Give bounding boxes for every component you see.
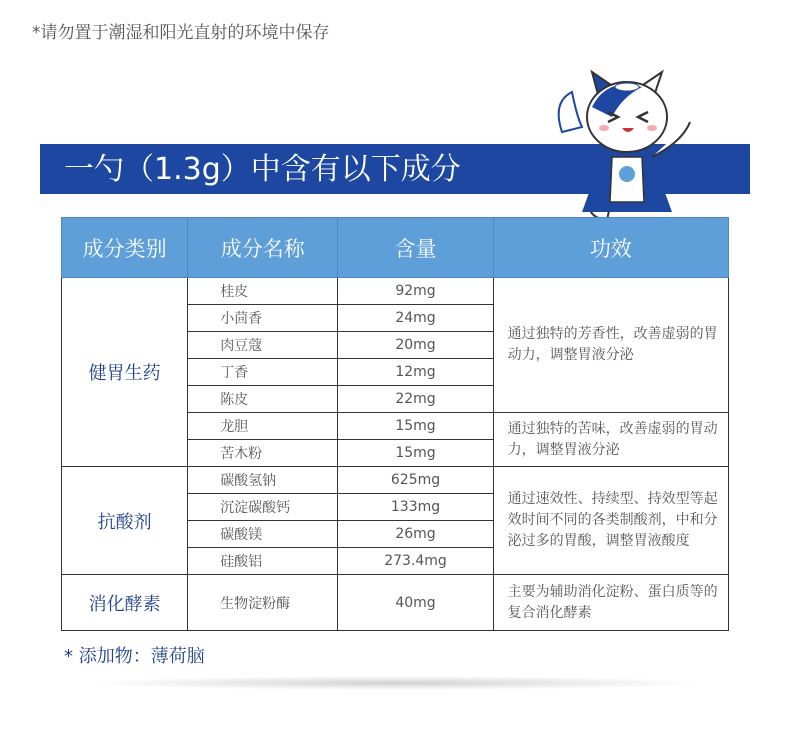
ingredient-name: 桂皮 <box>188 278 338 305</box>
ingredient-name: 龙胆 <box>188 413 338 440</box>
table-header-row <box>62 218 729 278</box>
ingredient-amount: 22mg <box>338 386 493 413</box>
ingredient-name: 苦木粉 <box>188 440 338 467</box>
category-cell: 抗酸剂 <box>62 467 188 575</box>
effect-cell: 主要为辅助消化淀粉、蛋白质等的复合消化酵素 <box>493 575 728 631</box>
header-name: 成分名称 <box>188 218 338 278</box>
ingredient-amount: 625mg <box>338 467 493 494</box>
effect-cell: 通过独特的芳香性，改善虚弱的胃动力，调整胃液分泌 <box>493 278 728 413</box>
ingredient-amount: 12mg <box>338 359 493 386</box>
table-row <box>62 575 729 631</box>
ingredient-name: 肉豆蔻 <box>188 332 338 359</box>
ingredient-amount: 15mg <box>338 440 493 467</box>
ingredient-amount: 133mg <box>338 494 493 521</box>
additive-note: * 添加物：薄荷脑 <box>64 646 205 667</box>
ingredient-amount: 92mg <box>338 278 493 305</box>
ingredient-amount: 26mg <box>338 521 493 548</box>
storage-note: *请勿置于潮湿和阳光直射的环境中保存 <box>32 23 330 43</box>
table-row <box>62 467 729 494</box>
ingredient-amount: 24mg <box>338 305 493 332</box>
cat-mascot-icon <box>552 62 702 222</box>
ingredient-amount: 20mg <box>338 332 493 359</box>
category-cell: 健胃生药 <box>62 278 188 467</box>
ingredient-name: 陈皮 <box>188 386 338 413</box>
banner-title: 一勺（1.3g）中含有以下成分 <box>64 152 461 187</box>
table-row <box>62 278 729 305</box>
ingredient-name: 硅酸铝 <box>188 548 338 575</box>
ingredient-name: 生物淀粉酶 <box>188 575 338 631</box>
ingredient-name: 小茴香 <box>188 305 338 332</box>
ingredient-name: 碳酸镁 <box>188 521 338 548</box>
ingredient-amount: 273.4mg <box>338 548 493 575</box>
bottom-shadow <box>80 676 710 690</box>
ingredient-name: 沉淀碳酸钙 <box>188 494 338 521</box>
header-category: 成分类别 <box>62 218 188 278</box>
category-cell: 消化酵素 <box>62 575 188 631</box>
ingredient-amount: 40mg <box>338 575 493 631</box>
effect-cell: 通过速效性、持续型、持效型等起效时间不同的各类制酸剂，中和分泌过多的胃酸，调整胃液酸度 <box>493 467 728 575</box>
ingredient-amount: 15mg <box>338 413 493 440</box>
ingredient-name: 丁香 <box>188 359 338 386</box>
ingredient-name: 碳酸氢钠 <box>188 467 338 494</box>
header-effect: 功效 <box>493 218 728 278</box>
header-amount: 含量 <box>338 218 493 278</box>
ingredients-table <box>61 217 729 631</box>
effect-cell: 通过独特的苦味，改善虚弱的胃动力，调整胃液分泌 <box>493 413 728 467</box>
